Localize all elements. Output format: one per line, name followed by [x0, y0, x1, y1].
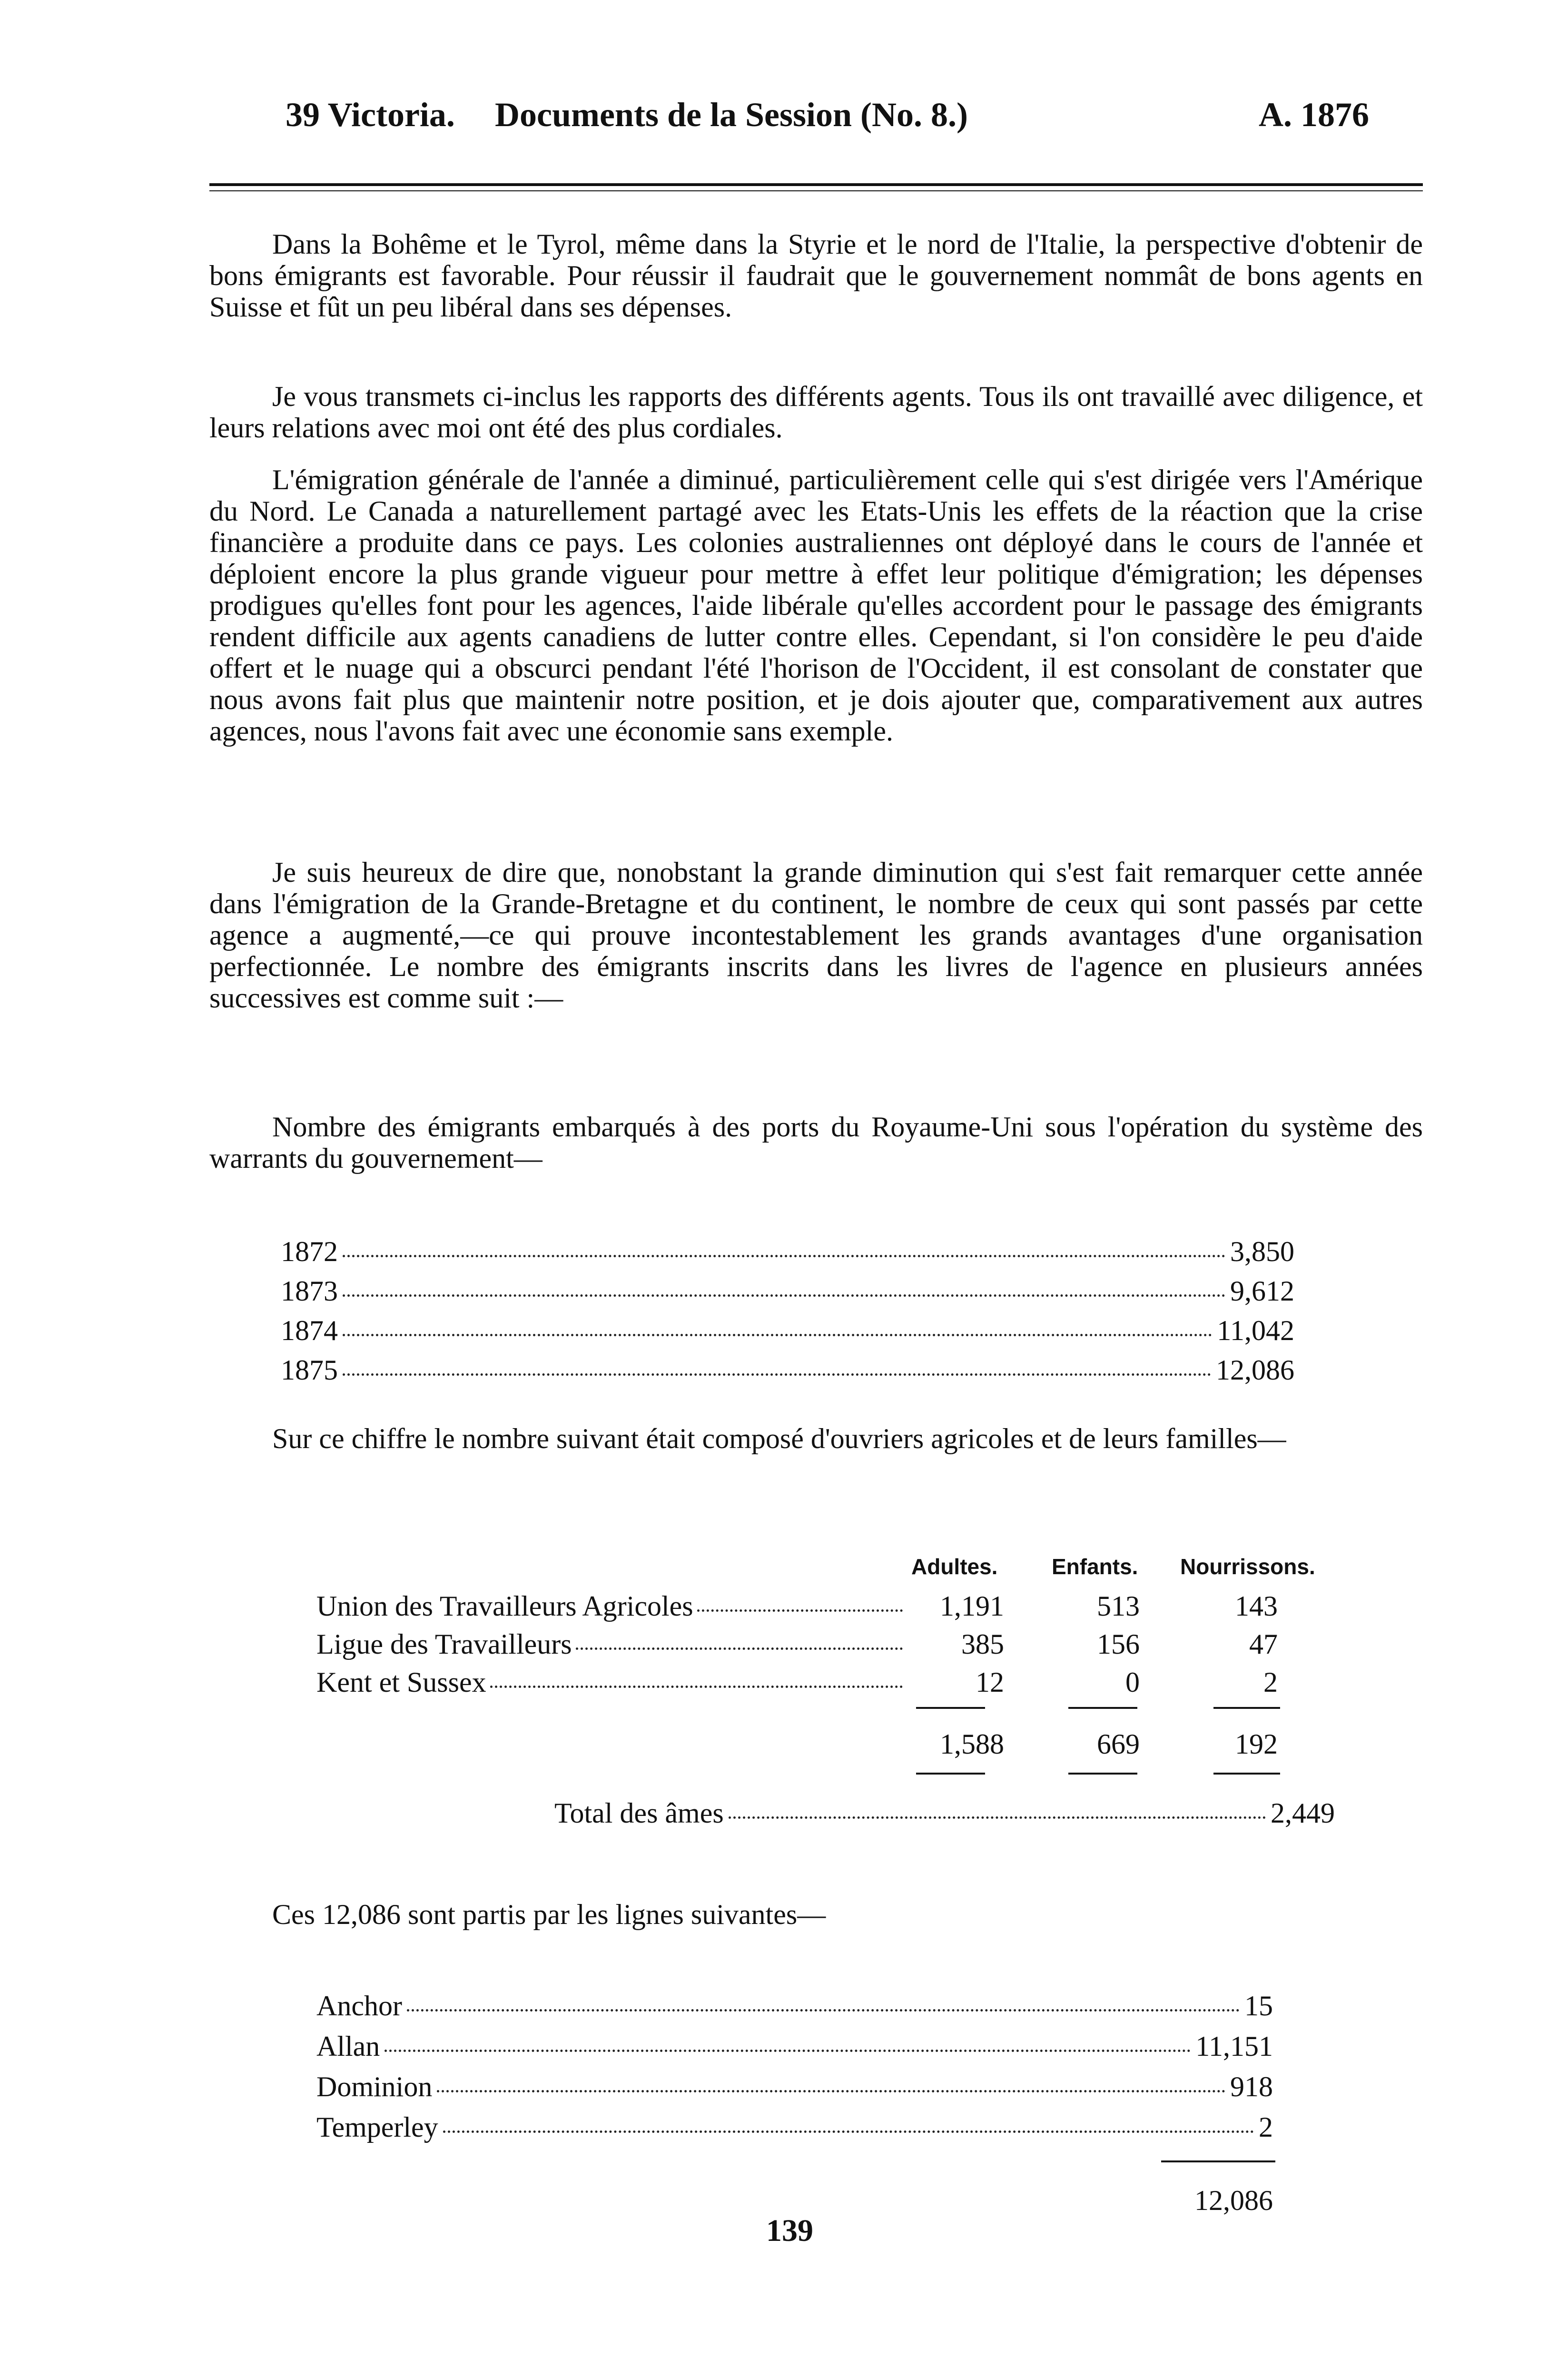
header-title: Documents de la Session (No. 8.)	[495, 96, 968, 134]
sum-rule	[916, 1707, 985, 1709]
adults-total: 1,588	[940, 1728, 1004, 1760]
shipping-line-row	[316, 1992, 1273, 2020]
paragraph-increase: Je suis heureux de dire que, nonobstant la grande diminution qui s'est fait remarquer cette année dans l'émigration de la Grande-Bretagne et du continent, le nombre de ceux qui sont passés par cette agence a augmenté,—ce qui prouve incontestablement les grands avantages d'une organisation perfectionnée. Le nombre des émigrants inscrits dans les livres de l'agence en plusieurs années successives est comme suit :—	[209, 857, 1423, 1014]
year-label: 1875	[281, 1354, 338, 1386]
year-label: 1874	[281, 1315, 338, 1346]
column-header-children: Enfants.	[1052, 1554, 1138, 1579]
grand-total-row	[554, 1799, 1335, 1827]
year-count: 3,850	[1230, 1236, 1294, 1267]
year-label: 1873	[281, 1275, 338, 1307]
header-left: 39 Victoria.	[286, 96, 455, 134]
year-row	[281, 1356, 1294, 1384]
infants-total: 192	[1235, 1728, 1278, 1760]
year-count: 9,612	[1230, 1275, 1294, 1307]
sum-rule	[1068, 1707, 1137, 1709]
dot-leader	[407, 2009, 1240, 2012]
dot-leader	[490, 1686, 903, 1688]
shipping-line-row	[316, 2032, 1273, 2061]
dot-leader	[576, 1647, 903, 1650]
header-right: A. 1876	[1259, 96, 1369, 134]
dot-leader	[697, 1609, 903, 1612]
column-header-adults: Adultes.	[911, 1554, 998, 1579]
year-count: 11,042	[1217, 1315, 1294, 1346]
children-cell: 0	[1125, 1667, 1140, 1698]
adults-cell: 385	[961, 1628, 1004, 1660]
header-rule-thin	[209, 190, 1423, 191]
grand-total-value: 2,449	[1271, 1797, 1335, 1829]
paragraph-agricultural-heading: Sur ce chiffre le nombre suivant était composé d'ouvriers agricoles et de leurs familles—	[272, 1423, 1286, 1454]
dot-leader	[343, 1255, 1225, 1257]
sum-rule	[916, 1773, 985, 1775]
year-row	[281, 1237, 1294, 1266]
year-row	[281, 1316, 1294, 1345]
paragraph-general-emigration: L'émigration générale de l'année a diminué, particulièrement celle qui s'est dirigée vers l'Amérique du Nord. Le Canada a naturellement partagé avec les Etats-Unis les effets de la réaction que la crise financière a produite dans ce pays. Les colonies australiennes ont déployé dans le cours de l'année et déploient encore la plus grande vigueur pour mettre à effet leur politique d'émigration; les dépenses prodigues qu'elles font pour les agences, l'aide libérale qu'elles accordent pour le passage des émigrants rendent difficile aux agents canadiens de lutter contre elles. Cependant, si l'on considère le peu d'aide offert et le nuage qui a obscurci pendant l'été l'horison de l'Occident, il est consolant de constater que nous avons fait plus que maintenir notre position, et je dois ajouter que, comparativement aux autres agences, nous l'avons fait avec une économie sans exemple.	[209, 464, 1423, 747]
paragraph-reports: Je vous transmets ci-inclus les rapports des différents agents. Tous ils ont travaillé avec diligence, et leurs relations avec moi ont été des plus cordiales.	[209, 381, 1423, 444]
shipping-lines-total: 12,086	[1194, 2185, 1273, 2216]
dot-leader	[343, 1373, 1211, 1376]
dot-leader	[343, 1334, 1212, 1336]
sum-rule	[1161, 2160, 1275, 2162]
shipping-line-name: Anchor	[316, 1990, 402, 2022]
children-cell: 156	[1097, 1628, 1140, 1660]
infants-cell: 2	[1263, 1667, 1278, 1698]
sum-rule	[1213, 1707, 1280, 1709]
organization-name: Ligue des Travailleurs	[316, 1628, 572, 1660]
shipping-line-name: Dominion	[316, 2071, 433, 2102]
shipping-line-name: Temperley	[316, 2111, 438, 2143]
sum-rule	[1213, 1773, 1280, 1775]
paragraph-warrants-heading: Nombre des émigrants embarqués à des ports du Royaume-Uni sous l'opération du système des warrants du gouvernement—	[209, 1111, 1423, 1174]
year-label: 1872	[281, 1236, 338, 1267]
infants-cell: 143	[1235, 1590, 1278, 1622]
adults-cell: 12	[976, 1667, 1004, 1698]
paragraph-lines-heading: Ces 12,086 sont partis par les lignes suivantes—	[272, 1899, 826, 1930]
grand-total-label: Total des âmes	[554, 1797, 724, 1829]
year-row	[281, 1277, 1294, 1305]
dot-leader	[343, 1294, 1225, 1297]
organization-name: Kent et Sussex	[316, 1667, 486, 1698]
shipping-line-name: Allan	[316, 2031, 380, 2062]
organization-name: Union des Travailleurs Agricoles	[316, 1590, 693, 1622]
shipping-line-row	[316, 2072, 1273, 2101]
shipping-line-row	[316, 2113, 1273, 2141]
dot-leader	[443, 2130, 1254, 2133]
children-cell: 513	[1097, 1590, 1140, 1622]
dot-leader	[729, 1816, 1266, 1819]
shipping-line-count: 2	[1259, 2111, 1273, 2143]
children-total: 669	[1097, 1728, 1140, 1760]
shipping-line-count: 918	[1230, 2071, 1273, 2102]
shipping-line-count: 15	[1244, 1990, 1273, 2022]
year-count: 12,086	[1216, 1354, 1294, 1386]
header-rule-thick	[209, 183, 1423, 186]
infants-cell: 47	[1249, 1628, 1278, 1660]
dot-leader	[437, 2090, 1225, 2092]
shipping-line-count: 11,151	[1195, 2031, 1273, 2062]
adults-cell: 1,191	[940, 1590, 1004, 1622]
dot-leader	[385, 2050, 1191, 2052]
page-number: 139	[766, 2213, 813, 2248]
paragraph-bohemia: Dans la Bohême et le Tyrol, même dans la Styrie et le nord de l'Italie, la perspective d'obtenir de bons émigrants est favorable. Pour réussir il faudrait que le gouvernement nommât de bons agents en Suisse et fût un peu libéral dans ses dépenses.	[209, 228, 1423, 323]
sum-rule	[1068, 1773, 1137, 1775]
column-header-infants: Nourrissons.	[1180, 1554, 1315, 1579]
